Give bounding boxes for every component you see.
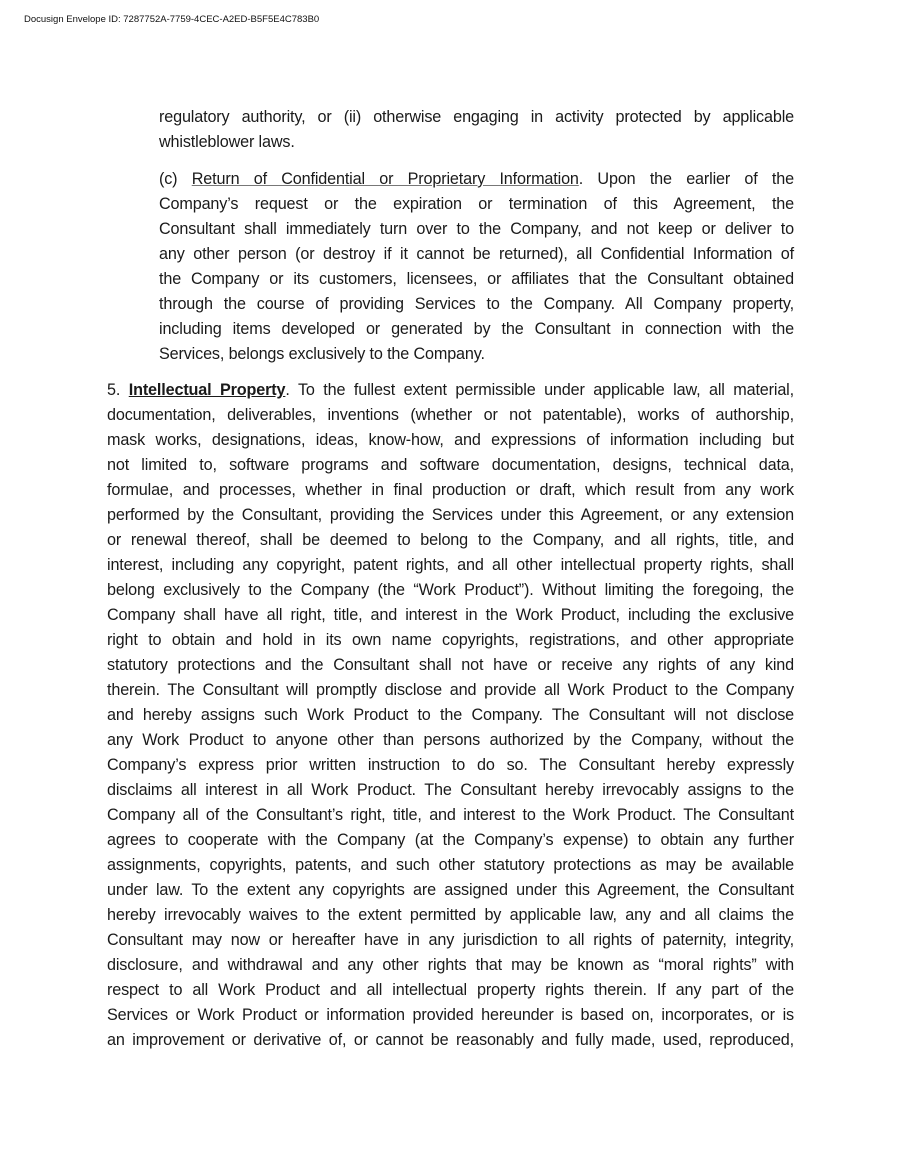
text-line: including items developed or generated by the Consultant in connection with the xyxy=(159,320,794,338)
text-line: Company’s request or the expiration or termination of this Agreement, the xyxy=(159,195,794,213)
clause-heading: Return of Confidential or Proprietary Information xyxy=(191,170,579,188)
text-line: right to obtain and hold in its own name copyrights, registrations, and other appropriate xyxy=(107,631,794,649)
text-line: formulae, and processes, whether in final production or draft, which result from any work xyxy=(107,481,794,499)
text-line: any Work Product to anyone other than persons authorized by the Company, without the xyxy=(107,731,794,749)
text-line: respect to all Work Product and all intellectual property rights therein. If any part of the xyxy=(107,981,794,999)
clause-number: (c) xyxy=(159,170,192,188)
text-line: an improvement or derivative of, or cannot be reasonably and fully made, used, reproduced, xyxy=(107,1031,794,1049)
text-line: agrees to cooperate with the Company (at the Company’s expense) to obtain any further xyxy=(107,831,794,849)
section-heading: Intellectual Property xyxy=(128,381,286,399)
text-line: performed by the Consultant, providing the Services under this Agreement, or any extension xyxy=(107,506,794,524)
paragraph-intellectual-property xyxy=(107,378,794,1053)
text-line: whistleblower laws. xyxy=(159,133,295,151)
text-line: mask works, designations, ideas, know-how, and expressions of information including but xyxy=(107,431,794,449)
text-line: statutory protections and the Consultant shall not have or receive any rights of any kind xyxy=(107,656,794,674)
section-number: 5. xyxy=(107,381,129,399)
text-line: under law. To the extent any copyrights are assigned under this Agreement, the Consultant xyxy=(107,881,794,899)
envelope-id: Docusign Envelope ID: 7287752A-7759-4CEC-A2ED-B5F5E4C783B0 xyxy=(24,14,320,25)
text-line: Consultant may now or hereafter have in any jurisdiction to all rights of paternity, integrity, xyxy=(107,931,794,949)
text-line: Consultant shall immediately turn over to the Company, and not keep or deliver to xyxy=(159,220,794,238)
text-line: documentation, deliverables, inventions (whether or not patentable), works of authorship, xyxy=(107,406,794,424)
text-line: any other person (or destroy if it cannot be returned), all Confidential Information of xyxy=(159,245,794,263)
text-line: Company’s express prior written instruction to do so. The Consultant hereby expressly xyxy=(107,756,794,774)
text-line: through the course of providing Services to the Company. All Company property, xyxy=(159,295,794,313)
clause-text: . Upon the earlier of the xyxy=(578,170,794,188)
text-line: therein. The Consultant will promptly disclose and provide all Work Product to the Company xyxy=(107,681,794,699)
text-line: hereby irrevocably waives to the extent permitted by applicable law, any and all claims the xyxy=(107,906,794,924)
text-line: disclosure, and withdrawal and any other rights that may be known as “moral rights” with xyxy=(107,956,794,974)
paragraph-whistleblower xyxy=(159,105,794,155)
text-line: or renewal thereof, shall be deemed to belong to the Company, and all rights, title, and xyxy=(107,531,794,549)
text-line: Company shall have all right, title, and interest in the Work Product, including the exclusive xyxy=(107,606,794,624)
text-line: not limited to, software programs and software documentation, designs, technical data, xyxy=(107,456,794,474)
text-line: and hereby assigns such Work Product to the Company. The Consultant will not disclose xyxy=(107,706,794,724)
paragraph-return-of-confidential-information xyxy=(159,167,794,367)
section-text: . To the fullest extent permissible under applicable law, all material, xyxy=(285,381,794,399)
text-line: assignments, copyrights, patents, and such other statutory protections as may be available xyxy=(107,856,794,874)
text-line xyxy=(159,167,794,192)
text-line: Company all of the Consultant’s right, title, and interest to the Work Product. The Consultant xyxy=(107,806,794,824)
text-line: regulatory authority, or (ii) otherwise engaging in activity protected by applicable xyxy=(159,108,794,126)
text-line: interest, including any copyright, patent rights, and all other intellectual property rights, shall xyxy=(107,556,794,574)
text-line: the Company or its customers, licensees, or affiliates that the Consultant obtained xyxy=(159,270,794,288)
text-line: Services or Work Product or information provided hereunder is based on, incorporates, or is xyxy=(107,1006,794,1024)
text-line: disclaims all interest in all Work Product. The Consultant hereby irrevocably assigns to the xyxy=(107,781,794,799)
text-line: belong exclusively to the Company (the “Work Product”). Without limiting the foregoing, the xyxy=(107,581,794,599)
text-line xyxy=(107,378,794,403)
text-line: Services, belongs exclusively to the Company. xyxy=(159,345,485,363)
